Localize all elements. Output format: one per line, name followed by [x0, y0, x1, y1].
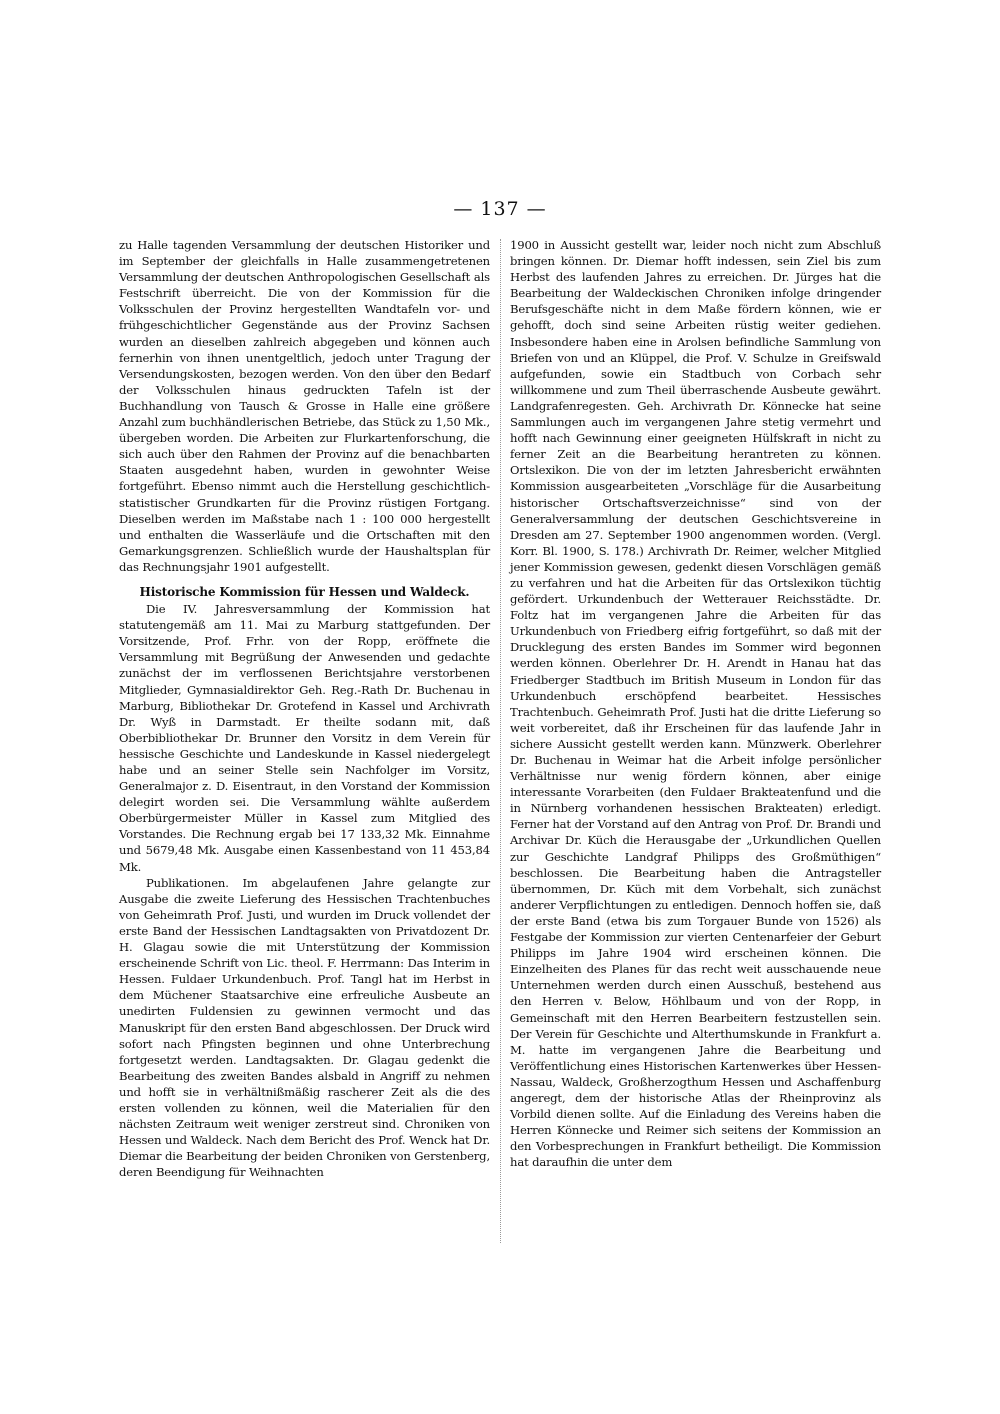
left-column — [119, 237, 490, 1180]
paragraph-annual-meeting: Die IV. Jahresversammlung der Kommission hat statutengemäß am 11. Mai zu Marburg stattgefunden. Der Vorsitzende, Prof. Frhr. von der Ropp, eröffnete die Versammlung mit Begrüßung der Anwesenden und gedachte zunächst der im verflossenen Berichtsjahre verstorbenen Mitglieder, Gymnasialdirektor Geh. Reg.-Rath Dr. Buchenau in Marburg, Bibliothekar Dr. Grotefend in Kassel und Archivrath Dr. Wyß in Darmstadt. Er theilte sodann mit, daß Oberbibliothekar Dr. Brunner den Vorsitz in dem Verein für hessische Geschichte und Landeskunde in Kassel niedergelegt habe und an seiner Stelle sein Nachfolger im Vorsitz, Generalmajor z. D. Eisentraut, in den Vorstand der Kommission delegirt worden sei. Die Versammlung wählte außerdem Oberbürgermeister Müller in Kassel zum Mitglied des Vorstandes. Die Rechnung ergab bei 17 133,32 Mk. Einnahme und 5679,48 Mk. Ausgabe einen Kassenbestand von 11 453,84 Mk. — [119, 602, 490, 874]
right-column — [510, 237, 881, 1170]
paragraph-saxony-report: zu Halle tagenden Versammlung der deutschen Historiker und im September der gleichfalls in Halle zusammengetretenen Versammlung der deutschen Anthropologischen Gesellschaft als Festschrift überreicht. Die von der Kommission für die Volksschulen der Provinz hergestellten Wandtafeln vor- und frühgeschichtlicher Gegenstände aus der Provinz Sachsen wurden an dieselben zahlreich abgegeben und können auch fernerhin von ihnen unentgeltlich, jedoch unter Tragung der Versendungskosten, bezogen werden. Von den über den Bedarf der Volksschulen hinaus gedruckten Tafeln ist der Buchhandlung von Tausch & Grosse in Halle eine größere Anzahl zum buchhändlerischen Betriebe, das Stück zu 1,50 Mk., übergeben worden. Die Arbeiten zur Flurkartenforschung, die sich auch über den Rahmen der Provinz auf die benachbarten Staaten ausgedehnt haben, wurden in gewohnter Weise fortgeführt. Ebenso nimmt auch die Herstellung geschichtlich-statistischer Grundkarten für die Provinz rüstigen Fortgang. Dieselben werden im Maßstabe nach 1 : 100 000 hergestellt und enthalten die Wasserläufe und die Ortschaften mit den Gemarkungsgrenzen. Schließlich wurde der Haushaltsplan für das Rechnungsjahr 1901 aufgestellt. — [119, 238, 490, 574]
paragraph-continuation: 1900 in Aussicht gestellt war, leider noch nicht zum Abschluß bringen können. Dr. Diemar hofft indessen, sein Ziel bis zum Herbst des laufenden Jahres zu erreichen. Dr. Jürges hat die Bearbeitung der Waldeckischen Chroniken infolge dringender Berufsgeschäfte nicht in dem Maße fördern können, wie er gehofft, doch sind seine Arbeiten rüstig weiter gediehen. Insbesondere haben eine in Arolsen befindliche Sammlung von Briefen von und an Klüppel, die Prof. V. Schulze in Greifswald aufgefunden, sowie ein Stadtbuch von Corbach sehr willkommene und zum Theil überraschende Ausbeute gewährt. Landgrafenregesten. Geh. Archivrath Dr. Könnecke hat seine Sammlungen auch im vergangenen Jahre stetig vermehrt und hofft nach Gewinnung einer geeigneten Hülfskraft in nicht zu ferner Zeit an die Bearbeitung herantreten zu können. Ortslexikon. Die von der im letzten Jahresbericht erwähnten Kommission ausgearbeiteten „Vorschläge für die Ausarbeitung historischer Ortschaftsverzeichnisse“ sind von der Generalversammlung der deutschen Geschichtsvereine in Dresden am 27. September 1900 angenommen worden. (Vergl. Korr. Bl. 1900, S. 178.) Archivrath Dr. Reimer, welcher Mitglied jener Kommission gewesen, gedenkt diesen Vorschlägen gemäß zu verfahren und hat die Arbeiten für das Ortslexikon tüchtig gefördert. Urkundenbuch der Wetterauer Reichsstädte. Dr. Foltz hat im vergangenen Jahre die Arbeiten für das Urkundenbuch von Friedberg eifrig fortgeführt, so daß mit der Drucklegung des ersten Bandes im Sommer wird begonnen werden können. Oberlehrer Dr. H. Arendt in Hanau hat das Friedberger Stadtbuch im British Museum in London für das Urkundenbuch erschöpfend bearbeitet. Hessisches Trachtenbuch. Geheimrath Prof. Justi hat die dritte Lieferung so weit vorbereitet, daß ihr Erscheinen für das laufende Jahr in sichere Aussicht gestellt werden kann. Münzwerk. Oberlehrer Dr. Buchenau in Weimar hat die Arbeit infolge persönlicher Verhältnisse nur wenig fördern können, aber einige interessante Vorarbeiten (den Fuldaer Brakteatenfund und die in Nürnberg vorhandenen hessischen Brakteaten) erledigt. Ferner hat der Vorstand auf den Antrag von Prof. Dr. Brandi und Archivar Dr. Küch die Herausgabe der „Urkundlichen Quellen zur Geschichte Landgraf Philipps des Großmüthigen“ beschlossen. Die Bearbeitung haben die Antragsteller übernommen, Dr. Küch mit dem Vorbehalt, sich zunächst anderer Verpflichtungen zu entledigen. Dennoch hoffen sie, daß der erste Band (etwa bis zum Torgauer Bunde von 1526) als Festgabe der Kommission zur vierten Centenarfeier der Geburt Philipps im Jahre 1904 wird erscheinen können. Die Einzelheiten des Planes für das recht weit ausschauende neue Unternehmen werden durch einen Ausschuß, bestehend aus den Herren v. Below, Höhlbaum und von der Ropp, in Gemeinschaft mit den Herren Bearbeitern festzustellen sein. Der Verein für Geschichte und Alterthumskunde in Frankfurt a. M. hatte im vergangenen Jahre die Bearbeitung und Veröffentlichung eines Historischen Kartenwerkes über Hessen-Nassau, Waldeck, Großherzogthum Hessen und Aschaffenburg angeregt, dem der historische Atlas der Rheinprovinz als Vorbild dienen sollte. Auf die Einladung des Vereins haben die Herren Könnecke und Reimer sich seitens der Kommission an den Vorbesprechungen in Frankfurt betheiligt. Die Kommission hat daraufhin die unter dem — [510, 238, 881, 1170]
column-divider — [500, 239, 501, 1243]
section-heading-hessen-waldeck: Historische Kommission für Hessen und Waldeck. — [139, 584, 470, 599]
paragraph-publications: Publikationen. Im abgelaufenen Jahre gelangte zur Ausgabe die zweite Lieferung des Hessischen Trachtenbuches von Geheimrath Prof. Justi, und wurden im Druck vollendet der erste Band der Hessischen Landtagsakten von Privatdozent Dr. H. Glagau sowie die mit Unterstützung der Kommission erscheinende Schrift von Lic. theol. F. Herrmann: Das Interim in Hessen. Fuldaer Urkundenbuch. Prof. Tangl hat im Herbst in dem Müchener Staatsarchive eine erfreuliche Ausbeute an unedirten Fuldensien zu gewinnen vermocht und das Manuskript für den ersten Band abgeschlossen. Der Druck wird sofort nach Pfingsten beginnen und ohne Unterbrechung fortgesetzt werden. Landtagsakten. Dr. Glagau gedenkt die Bearbeitung des zweiten Bandes alsbald in Angriff zu nehmen und hofft sie in verhältnißmäßig rascherer Zeit als die des ersten vollenden zu können, weil die Materialien für den nächsten Zeitraum weit weniger zerstreut sind. Chroniken von Hessen und Waldeck. Nach dem Bericht des Prof. Wenck hat Dr. Diemar die Bearbeitung der beiden Chroniken von Gerstenberg, deren Beendigung für Weihnachten — [119, 875, 490, 1180]
page-number: — 137 — — [453, 198, 547, 220]
